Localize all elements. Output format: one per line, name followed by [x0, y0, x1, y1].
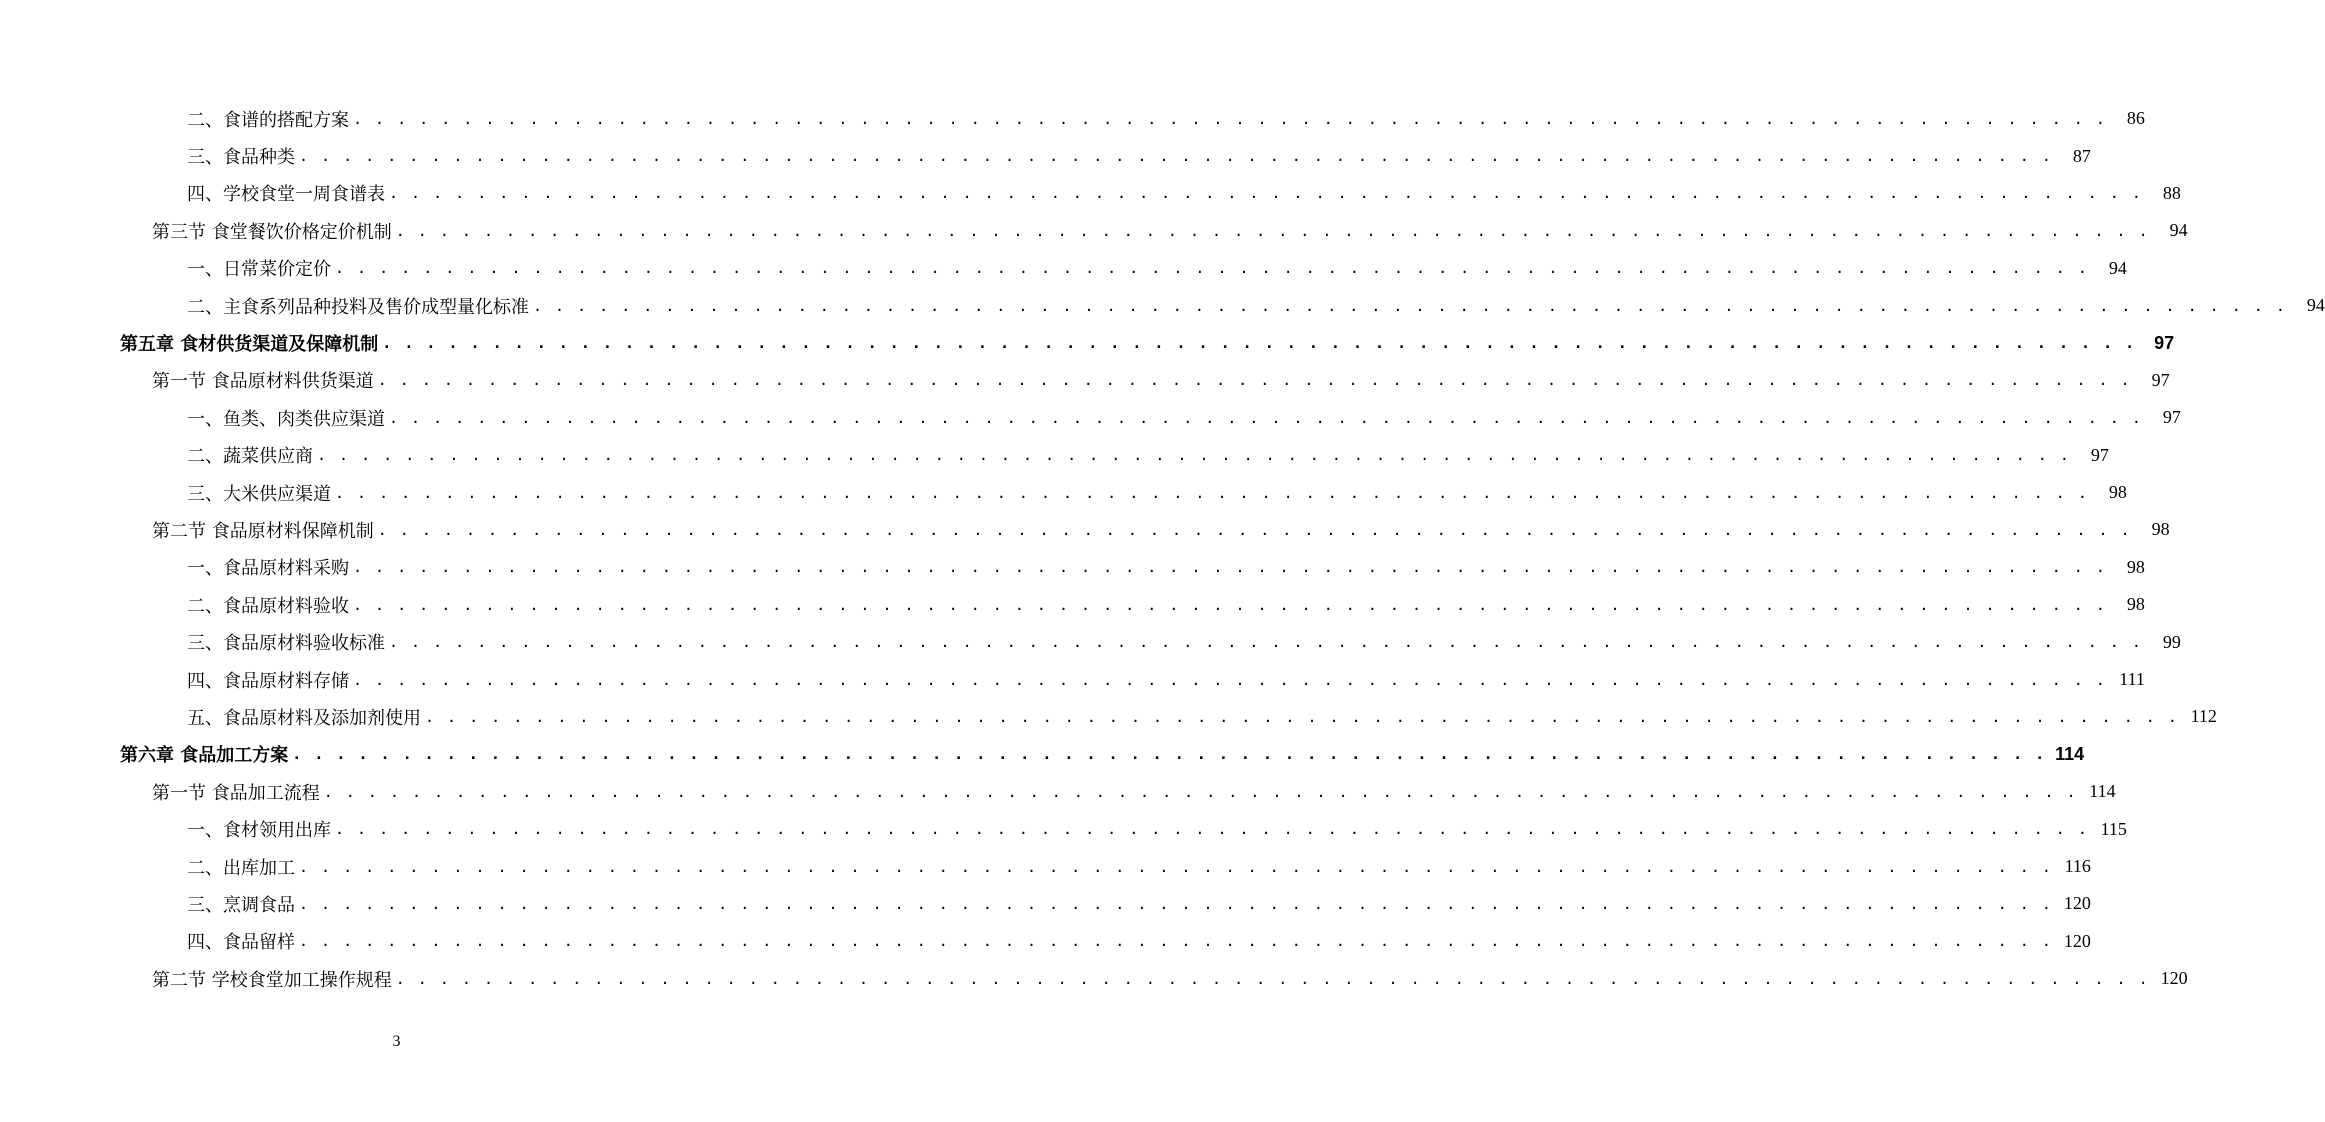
toc-entry-chapter[interactable] — [0, 324, 2175, 361]
toc-entry-page: 98 — [2126, 594, 2145, 615]
toc-entry-item[interactable] — [0, 923, 2091, 960]
toc-entry-page: 97 — [2151, 369, 2170, 390]
toc-dot-leader: . . . . . . . . . . . . . . . . . . . . . . . . . . . . . . . . . . . . . . . . . . . . . . . . . . . . . . . . . . . . . . . . . . . . . . . . . . . . . . . . — [377, 520, 2132, 539]
toc-entry-section[interactable] — [0, 960, 2188, 997]
toc-dot-leader: . . . . . . . . . . . . . . . . . . . . . . . . . . . . . . . . . . . . . . . . . . . . . . . . . . . . . . . . . . . . . . . . . . . . . . . . . . . . . . . . — [353, 109, 2107, 128]
toc-entry-item[interactable] — [0, 848, 2091, 885]
toc-entry-page: 120 — [2063, 930, 2091, 951]
toc-entry-section[interactable] — [0, 212, 2188, 249]
toc-entry-page: 111 — [2119, 669, 2145, 690]
toc-entry-chapter[interactable] — [0, 736, 2085, 773]
toc-entry-title: 二、食谱的搭配方案 — [187, 109, 349, 131]
toc-entry-page: 94 — [2169, 220, 2188, 241]
toc-dot-leader: . . . . . . . . . . . . . . . . . . . . . . . . . . . . . . . . . . . . . . . . . . . . . . . . . . . . . . . . . . . . . . . . . . . . . . . . . . . . . . . . — [389, 633, 2143, 652]
toc-entry-page: 86 — [2126, 108, 2145, 129]
toc-entry-page: 116 — [2064, 856, 2091, 876]
toc-entry-page: 112 — [2190, 706, 2217, 727]
toc-entry-page: 114 — [2089, 781, 2116, 802]
toc-entry-page: 97 — [2090, 444, 2109, 465]
toc-dot-leader: . . . . . . . . . . . . . . . . . . . . . . . . . . . . . . . . . . . . . . . . . . . . . . . . . . . . . . . . . . . . . . . . . . . . . . . . . . . . . . . . — [353, 595, 2107, 614]
toc-entry-item[interactable] — [0, 399, 2181, 436]
toc-dot-leader: . . . . . . . . . . . . . . . . . . . . . . . . . . . . . . . . . . . . . . . . . . . . . . . . . . . . . . . . . . . . . . . . . . . . . . . . . . . . . . . . — [389, 184, 2143, 203]
toc-dot-leader: . . . . . . . . . . . . . . . . . . . . . . . . . . . . . . . . . . . . . . . . . . . . . . . . . . . . . . . . . . . . . . . . . . . . . . . . . . . . . . . . — [389, 408, 2143, 427]
toc-entry-section[interactable] — [0, 362, 2170, 399]
toc-dot-leader: . . . . . . . . . . . . . . . . . . . . . . . . . . . . . . . . . . . . . . . . . . . . . . . . . . . . . . . . . . . . . . . . . . . . . . . . . . . . . . . . — [395, 969, 2150, 988]
toc-dot-leader: . . . . . . . . . . . . . . . . . . . . . . . . . . . . . . . . . . . . . . . . . . . . . . . . . . . . . . . . . . . . . . . . . . . . . . . . . . . . . . . . — [353, 670, 2107, 689]
toc-entry-section[interactable] — [0, 773, 2116, 810]
toc-entry-page: 94 — [2306, 295, 2325, 316]
toc-entry-title: 五、食品原材料及添加剂使用 — [187, 707, 421, 729]
toc-entry-page: 98 — [2151, 519, 2170, 540]
toc-entry-title: 三、食品种类 — [187, 147, 295, 169]
toc-entry-title: 一、鱼类、肉类供应渠道 — [187, 408, 385, 430]
toc-entry-item[interactable] — [0, 661, 2145, 698]
toc-entry-page: 114 — [2055, 743, 2085, 764]
toc-entry-item[interactable] — [0, 175, 2181, 212]
toc-dot-leader: . . . . . . . . . . . . . . . . . . . . . . . . . . . . . . . . . . . . . . . . . . . . . . . . . . . . . . . . . . . . . . . . . . . . . . . . . . . . . . . . — [335, 483, 2089, 502]
toc-entry-item[interactable] — [0, 100, 2145, 137]
toc-entry-page: 120 — [2160, 968, 2188, 989]
toc-entry-title: 一、食材领用出库 — [187, 820, 331, 842]
toc-entry-title: 三、烹调食品 — [187, 894, 295, 916]
toc-dot-leader: . . . . . . . . . . . . . . . . . . . . . . . . . . . . . . . . . . . . . . . . . . . . . . . . . . . . . . . . . . . . . . . . . . . . . . . . . . . . . . . . — [292, 745, 2047, 764]
toc-entry-page: 98 — [2108, 482, 2127, 503]
toc-dot-leader: . . . . . . . . . . . . . . . . . . . . . . . . . . . . . . . . . . . . . . . . . . . . . . . . . . . . . . . . . . . . . . . . . . . . . . . . . . . . . . . . — [299, 894, 2053, 913]
toc-entry-title: 第一节 食品原材料供货渠道 — [152, 371, 374, 393]
toc-entry-title: 第一节 食品加工流程 — [152, 782, 320, 804]
toc-entry-page: 115 — [2100, 818, 2127, 839]
toc-entry-section[interactable] — [0, 511, 2170, 548]
toc-dot-leader: . . . . . . . . . . . . . . . . . . . . . . . . . . . . . . . . . . . . . . . . . . . . . . . . . . . . . . . . . . . . . . . . . . . . . . . . . . . . . . . . — [335, 820, 2089, 839]
toc-entry-page: 94 — [2108, 257, 2127, 278]
toc-entry-item[interactable] — [0, 810, 2127, 847]
toc-entry-page: 120 — [2063, 893, 2091, 914]
toc-entry-item[interactable] — [0, 885, 2091, 922]
page-number: 3 — [392, 1033, 401, 1050]
toc-dot-leader: . . . . . . . . . . . . . . . . . . . . . . . . . . . . . . . . . . . . . . . . . . . . . . . . . . . . . . . . . . . . . . . . . . . . . . . . . . . . . . . . — [533, 296, 2287, 315]
toc-entry-title: 三、大米供应渠道 — [187, 483, 331, 505]
toc-entry-page: 97 — [2162, 407, 2181, 428]
table-of-contents — [0, 100, 2325, 997]
toc-dot-leader: . . . . . . . . . . . . . . . . . . . . . . . . . . . . . . . . . . . . . . . . . . . . . . . . . . . . . . . . . . . . . . . . . . . . . . . . . . . . . . . . — [382, 334, 2137, 353]
toc-entry-title: 四、食品原材料存储 — [187, 670, 349, 692]
toc-dot-leader: . . . . . . . . . . . . . . . . . . . . . . . . . . . . . . . . . . . . . . . . . . . . . . . . . . . . . . . . . . . . . . . . . . . . . . . . . . . . . . . . — [323, 782, 2078, 801]
toc-dot-leader: . . . . . . . . . . . . . . . . . . . . . . . . . . . . . . . . . . . . . . . . . . . . . . . . . . . . . . . . . . . . . . . . . . . . . . . . . . . . . . . . — [299, 932, 2053, 951]
toc-entry-title: 二、食品原材料验收 — [187, 595, 349, 617]
toc-entry-title: 第二节 学校食堂加工操作规程 — [152, 969, 392, 991]
toc-entry-title: 二、蔬菜供应商 — [187, 446, 313, 468]
toc-entry-title: 第五章 食材供货渠道及保障机制 — [120, 334, 379, 356]
toc-entry-item[interactable] — [0, 287, 2325, 324]
toc-entry-item[interactable] — [0, 698, 2217, 735]
toc-entry-item[interactable] — [0, 549, 2145, 586]
toc-entry-title: 第三节 食堂餐饮价格定价机制 — [152, 221, 392, 243]
toc-dot-leader: . . . . . . . . . . . . . . . . . . . . . . . . . . . . . . . . . . . . . . . . . . . . . . . . . . . . . . . . . . . . . . . . . . . . . . . . . . . . . . . . — [377, 371, 2132, 390]
toc-dot-leader: . . . . . . . . . . . . . . . . . . . . . . . . . . . . . . . . . . . . . . . . . . . . . . . . . . . . . . . . . . . . . . . . . . . . . . . . . . . . . . . . — [353, 558, 2107, 577]
toc-entry-title: 二、出库加工 — [187, 857, 295, 879]
toc-entry-title: 三、食品原材料验收标准 — [187, 633, 385, 655]
toc-entry-page: 88 — [2162, 182, 2181, 203]
toc-entry-title: 一、日常菜价定价 — [187, 259, 331, 281]
toc-dot-leader: . . . . . . . . . . . . . . . . . . . . . . . . . . . . . . . . . . . . . . . . . . . . . . . . . . . . . . . . . . . . . . . . . . . . . . . . . . . . . . . . — [425, 707, 2179, 726]
toc-entry-page: 87 — [2072, 145, 2091, 166]
toc-entry-title: 四、食品留样 — [187, 932, 295, 954]
toc-entry-title: 一、食品原材料采购 — [187, 558, 349, 580]
toc-dot-leader: . . . . . . . . . . . . . . . . . . . . . . . . . . . . . . . . . . . . . . . . . . . . . . . . . . . . . . . . . . . . . . . . . . . . . . . . . . . . . . . . — [317, 446, 2071, 465]
toc-entry-item[interactable] — [0, 586, 2145, 623]
toc-entry-title: 第六章 食品加工方案 — [120, 745, 289, 767]
toc-entry-title: 二、主食系列品种投料及售价成型量化标准 — [187, 296, 529, 318]
toc-dot-leader: . . . . . . . . . . . . . . . . . . . . . . . . . . . . . . . . . . . . . . . . . . . . . . . . . . . . . . . . . . . . . . . . . . . . . . . . . . . . . . . . — [299, 147, 2053, 166]
toc-entry-item[interactable] — [0, 137, 2091, 174]
toc-entry-title: 第二节 食品原材料保障机制 — [152, 520, 374, 542]
toc-dot-leader: . . . . . . . . . . . . . . . . . . . . . . . . . . . . . . . . . . . . . . . . . . . . . . . . . . . . . . . . . . . . . . . . . . . . . . . . . . . . . . . . — [299, 857, 2053, 876]
toc-entry-item[interactable] — [0, 437, 2109, 474]
toc-entry-item[interactable] — [0, 474, 2127, 511]
toc-entry-title: 四、学校食堂一周食谱表 — [187, 184, 385, 206]
toc-entry-page: 97 — [2154, 332, 2175, 353]
toc-entry-page: 99 — [2162, 631, 2181, 652]
toc-dot-leader: . . . . . . . . . . . . . . . . . . . . . . . . . . . . . . . . . . . . . . . . . . . . . . . . . . . . . . . . . . . . . . . . . . . . . . . . . . . . . . . . — [335, 259, 2089, 278]
toc-entry-item[interactable] — [0, 250, 2127, 287]
toc-entry-page: 98 — [2126, 556, 2145, 577]
toc-dot-leader: . . . . . . . . . . . . . . . . . . . . . . . . . . . . . . . . . . . . . . . . . . . . . . . . . . . . . . . . . . . . . . . . . . . . . . . . . . . . . . . . — [395, 221, 2150, 240]
toc-entry-item[interactable] — [0, 623, 2181, 660]
